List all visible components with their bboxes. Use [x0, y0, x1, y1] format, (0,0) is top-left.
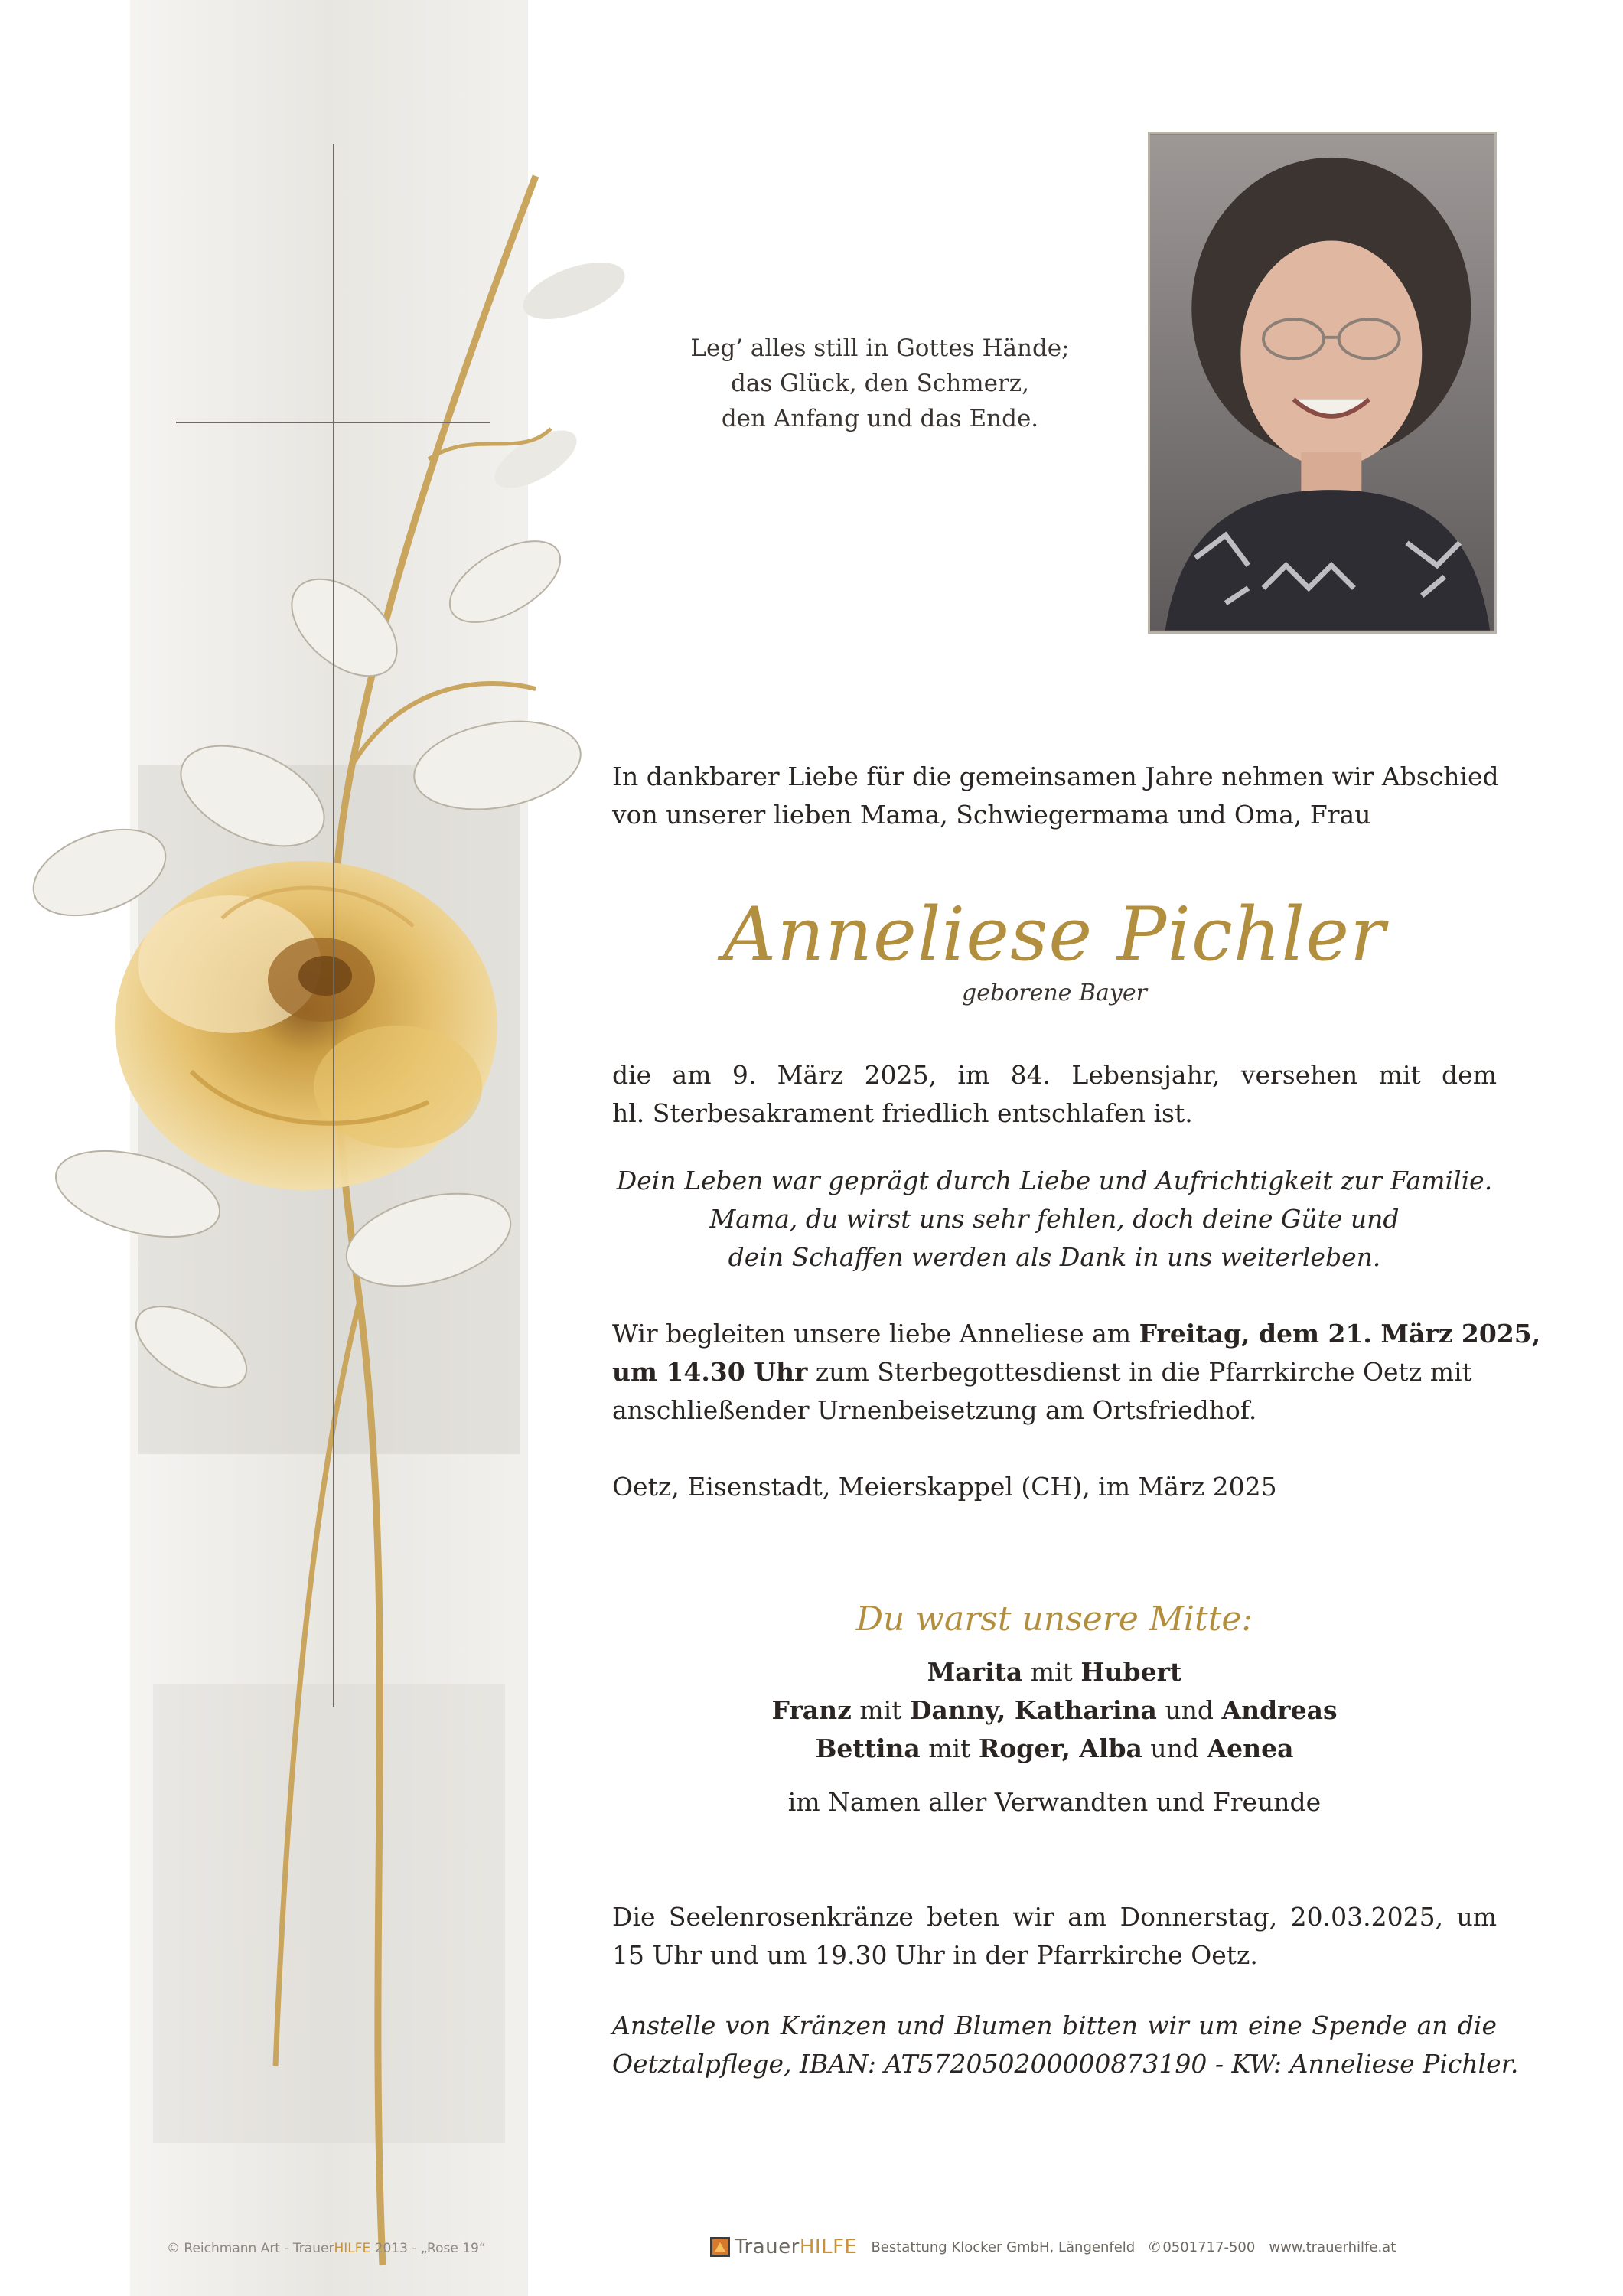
footer [710, 2233, 1396, 2261]
artwork-credit [167, 2241, 486, 2256]
opening-verse [612, 331, 1148, 436]
family-row [612, 1691, 1497, 1730]
family-member: Franz [771, 1695, 852, 1725]
tribute-line: Mama, du wirst uns sehr fehlen, doch deine Güte und [709, 1204, 1400, 1234]
verse-line: Leg’ alles still in Gottes Hände; [690, 334, 1070, 362]
footer-website-link[interactable]: www.trauerhilfe.at [1269, 2239, 1396, 2255]
death-line: die am 9. März 2025, im 84. Lebensjahr, versehen mit dem [612, 1060, 1497, 1090]
funeral-line [612, 1353, 1497, 1391]
family-joiner: und [1156, 1695, 1222, 1725]
family-list [612, 1653, 1497, 1768]
family-member: Aenea [1207, 1733, 1294, 1763]
rosary-line: Die Seelenrosenkränze beten wir am Donnerstag, 20.03.2025, um [612, 1902, 1497, 1932]
donation-line: Oetztalpflege, IBAN: AT572050200000873190 - KW: Anneliese Pichler. [612, 2049, 1519, 2079]
verse-line: das Glück, den Schmerz, [731, 370, 1029, 397]
funeral-date: Freitag, dem 21. März 2025, [1139, 1319, 1541, 1349]
portrait-photo [1148, 132, 1497, 634]
rosary-line: 15 Uhr und um 19.30 Uhr in der Pfarrkirche Oetz. [612, 1940, 1258, 1970]
family-joiner: und [1142, 1733, 1207, 1763]
family-joiner: mit [1022, 1657, 1081, 1687]
family-joiner: mit [920, 1733, 979, 1763]
footer-phone[interactable]: 0501717-500 [1162, 2239, 1256, 2255]
brand-text: Trauer [735, 2236, 800, 2258]
brand-highlight: HILFE [799, 2236, 858, 2258]
death-notice [612, 1056, 1497, 1133]
funeral-time: um 14.30 Uhr [612, 1357, 808, 1387]
family-member: Danny, Katharina [909, 1695, 1157, 1725]
intro-line: von unserer lieben Mama, Schwiegermama und Oma, Frau [612, 800, 1371, 830]
footer-company: Bestattung Klocker GmbH, Längenfeld [871, 2239, 1136, 2255]
family-joiner: mit [851, 1695, 910, 1725]
family-row [612, 1653, 1497, 1691]
portrait-image [1150, 134, 1494, 631]
funeral-details [612, 1315, 1541, 1430]
verse-line: den Anfang und das Ende. [721, 405, 1039, 432]
birth-name: geborene Bayer [962, 980, 1147, 1006]
relatives-line: im Namen aller Verwandten und Freunde [787, 1787, 1322, 1817]
funeral-line [612, 1315, 1541, 1353]
footer-brand [735, 2236, 857, 2258]
family-member: Bettina [815, 1733, 921, 1763]
tribute-line: dein Schaffen werden als Dank in uns weiterleben. [728, 1242, 1381, 1272]
funeral-text: Wir begleiten unsere liebe Anneliese am [612, 1319, 1139, 1349]
intro-line: In dankbarer Liebe für die gemeinsamen Jahre nehmen wir Abschied [612, 762, 1499, 791]
family-member: Hubert [1080, 1657, 1182, 1687]
rosary-notice [612, 1898, 1497, 1975]
family-member: Andreas [1221, 1695, 1338, 1725]
donation-notice [612, 2007, 1519, 2083]
donation-line: Anstelle von Kränzen und Blumen bitten wir um eine Spende an die [612, 2011, 1497, 2040]
phone-icon: ✆ [1149, 2239, 1161, 2255]
trauerhilfe-logo-icon [710, 2237, 730, 2257]
intro-text [612, 758, 1497, 834]
family-row [612, 1730, 1497, 1768]
credit-text: © Reichmann Art - Trauer [167, 2241, 334, 2256]
credit-brand: HILFE [334, 2241, 371, 2256]
family-member: Marita [927, 1657, 1023, 1687]
family-member: Roger, Alba [978, 1733, 1142, 1763]
funeral-line: anschließender Urnenbeisetzung am Ortsfriedhof. [612, 1395, 1257, 1425]
credit-text: 2013 - „Rose 19“ [370, 2241, 486, 2256]
deceased-name: Anneliese Pichler [723, 892, 1386, 977]
funeral-text: zum Sterbegottesdienst in die Pfarrkirche Oetz mit [807, 1357, 1472, 1387]
place-date: Oetz, Eisenstadt, Meierskappel (CH), im März 2025 [612, 1472, 1277, 1502]
death-line: hl. Sterbesakrament friedlich entschlafen ist. [612, 1098, 1193, 1128]
rose-illustration [0, 0, 627, 2296]
family-motto: Du warst unsere Mitte: [855, 1600, 1253, 1639]
watercolor-rose-artwork [0, 0, 627, 2296]
tribute-line: Dein Leben war geprägt durch Liebe und Aufrichtigkeit zur Familie. [616, 1166, 1493, 1195]
tribute-text [612, 1162, 1497, 1277]
